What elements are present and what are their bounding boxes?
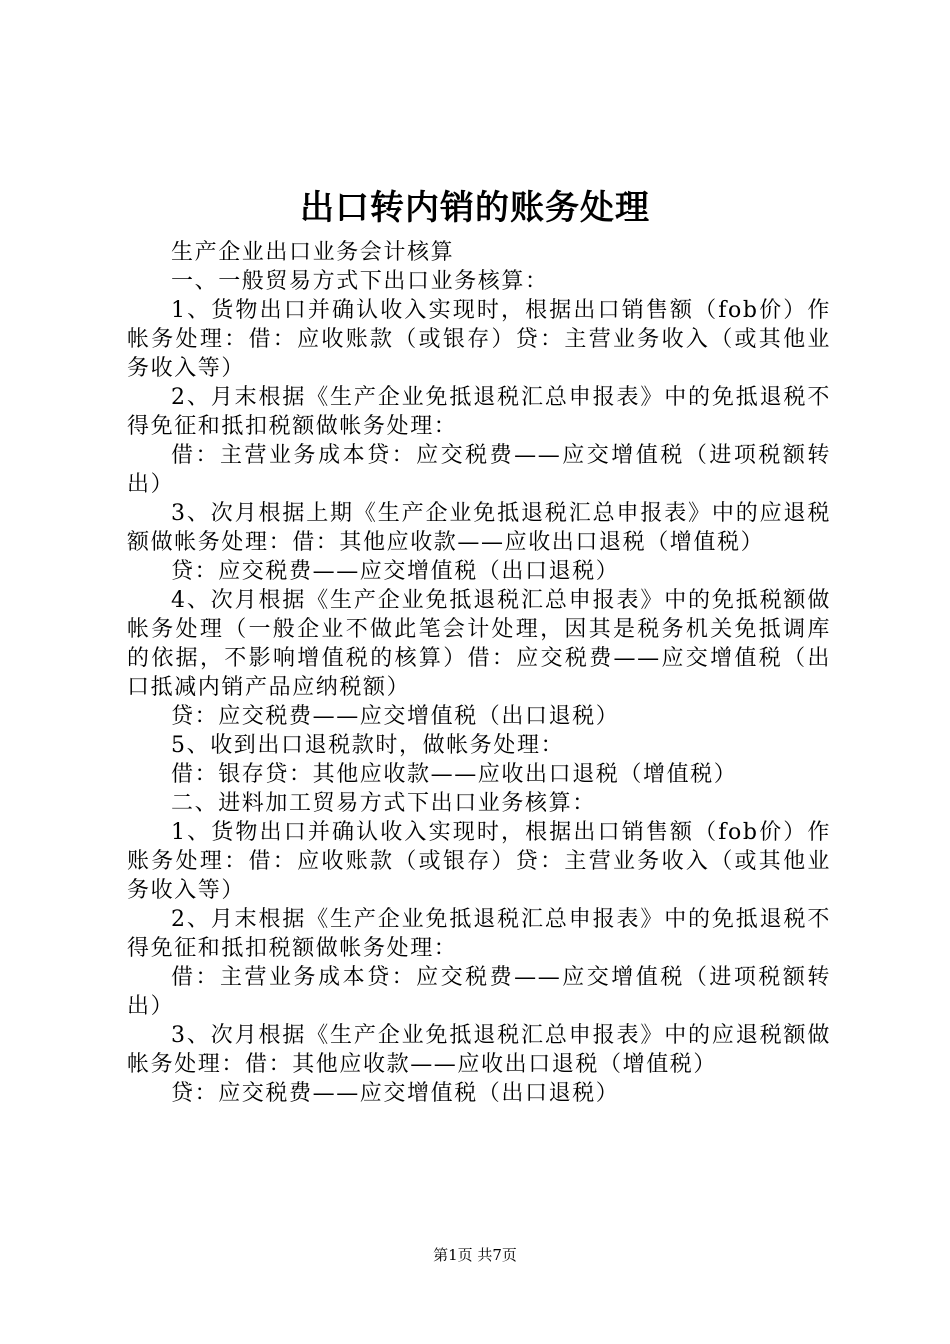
page-number: 第1页 共7页 xyxy=(433,1246,517,1264)
paragraph: 3、次月根据上期《生产企业免抵退税汇总申报表》中的应退税额做帐务处理：借：其他应收款——应收出口退税（增值税） xyxy=(127,501,831,555)
document-body xyxy=(127,238,831,1108)
paragraph: 1、货物出口并确认收入实现时，根据出口销售额（fob价）作账务处理：借：应收账款（或银存）贷：主营业务收入（或其他业务收入等） xyxy=(127,820,831,903)
paragraph: 2、月末根据《生产企业免抵退税汇总申报表》中的免抵退税不得免征和抵扣税额做帐务处理： xyxy=(127,907,831,961)
paragraph: 5、收到出口退税款时，做帐务处理： xyxy=(171,733,565,758)
paragraph: 贷：应交税费——应交增值税（出口退税） xyxy=(171,1081,620,1106)
page-title: 出口转内销的账务处理 xyxy=(300,188,650,228)
paragraph: 借：银存贷：其他应收款——应收出口退税（增值税） xyxy=(171,762,738,787)
paragraph: 3、次月根据《生产企业免抵退税汇总申报表》中的应退税额做帐务处理：借：其他应收款——应收出口退税（增值税） xyxy=(127,1023,831,1077)
paragraph: 生产企业出口业务会计核算 xyxy=(171,240,455,265)
paragraph: 借：主营业务成本贷：应交税费——应交增值税（进项税额转出） xyxy=(127,965,831,1019)
paragraph: 1、货物出口并确认收入实现时，根据出口销售额（fob价）作帐务处理：借：应收账款（或银存）贷：主营业务收入（或其他业务收入等） xyxy=(127,298,831,381)
paragraph: 一、一般贸易方式下出口业务核算： xyxy=(171,269,549,294)
paragraph: 4、次月根据《生产企业免抵退税汇总申报表》中的免抵税额做帐务处理（一般企业不做此笔会计处理，因其是税务机关免抵调库的依据，不影响增值税的核算）借：应交税费——应交增值税（出口抵减内销产品应纳税额） xyxy=(127,588,831,700)
paragraph: 2、月末根据《生产企业免抵退税汇总申报表》中的免抵退税不得免征和抵扣税额做帐务处理： xyxy=(127,385,831,439)
paragraph: 二、进料加工贸易方式下出口业务核算： xyxy=(171,791,596,816)
paragraph: 贷：应交税费——应交增值税（出口退税） xyxy=(171,704,620,729)
paragraph: 贷：应交税费——应交增值税（出口退税） xyxy=(171,559,620,584)
paragraph: 借：主营业务成本贷：应交税费——应交增值税（进项税额转出） xyxy=(127,443,831,497)
